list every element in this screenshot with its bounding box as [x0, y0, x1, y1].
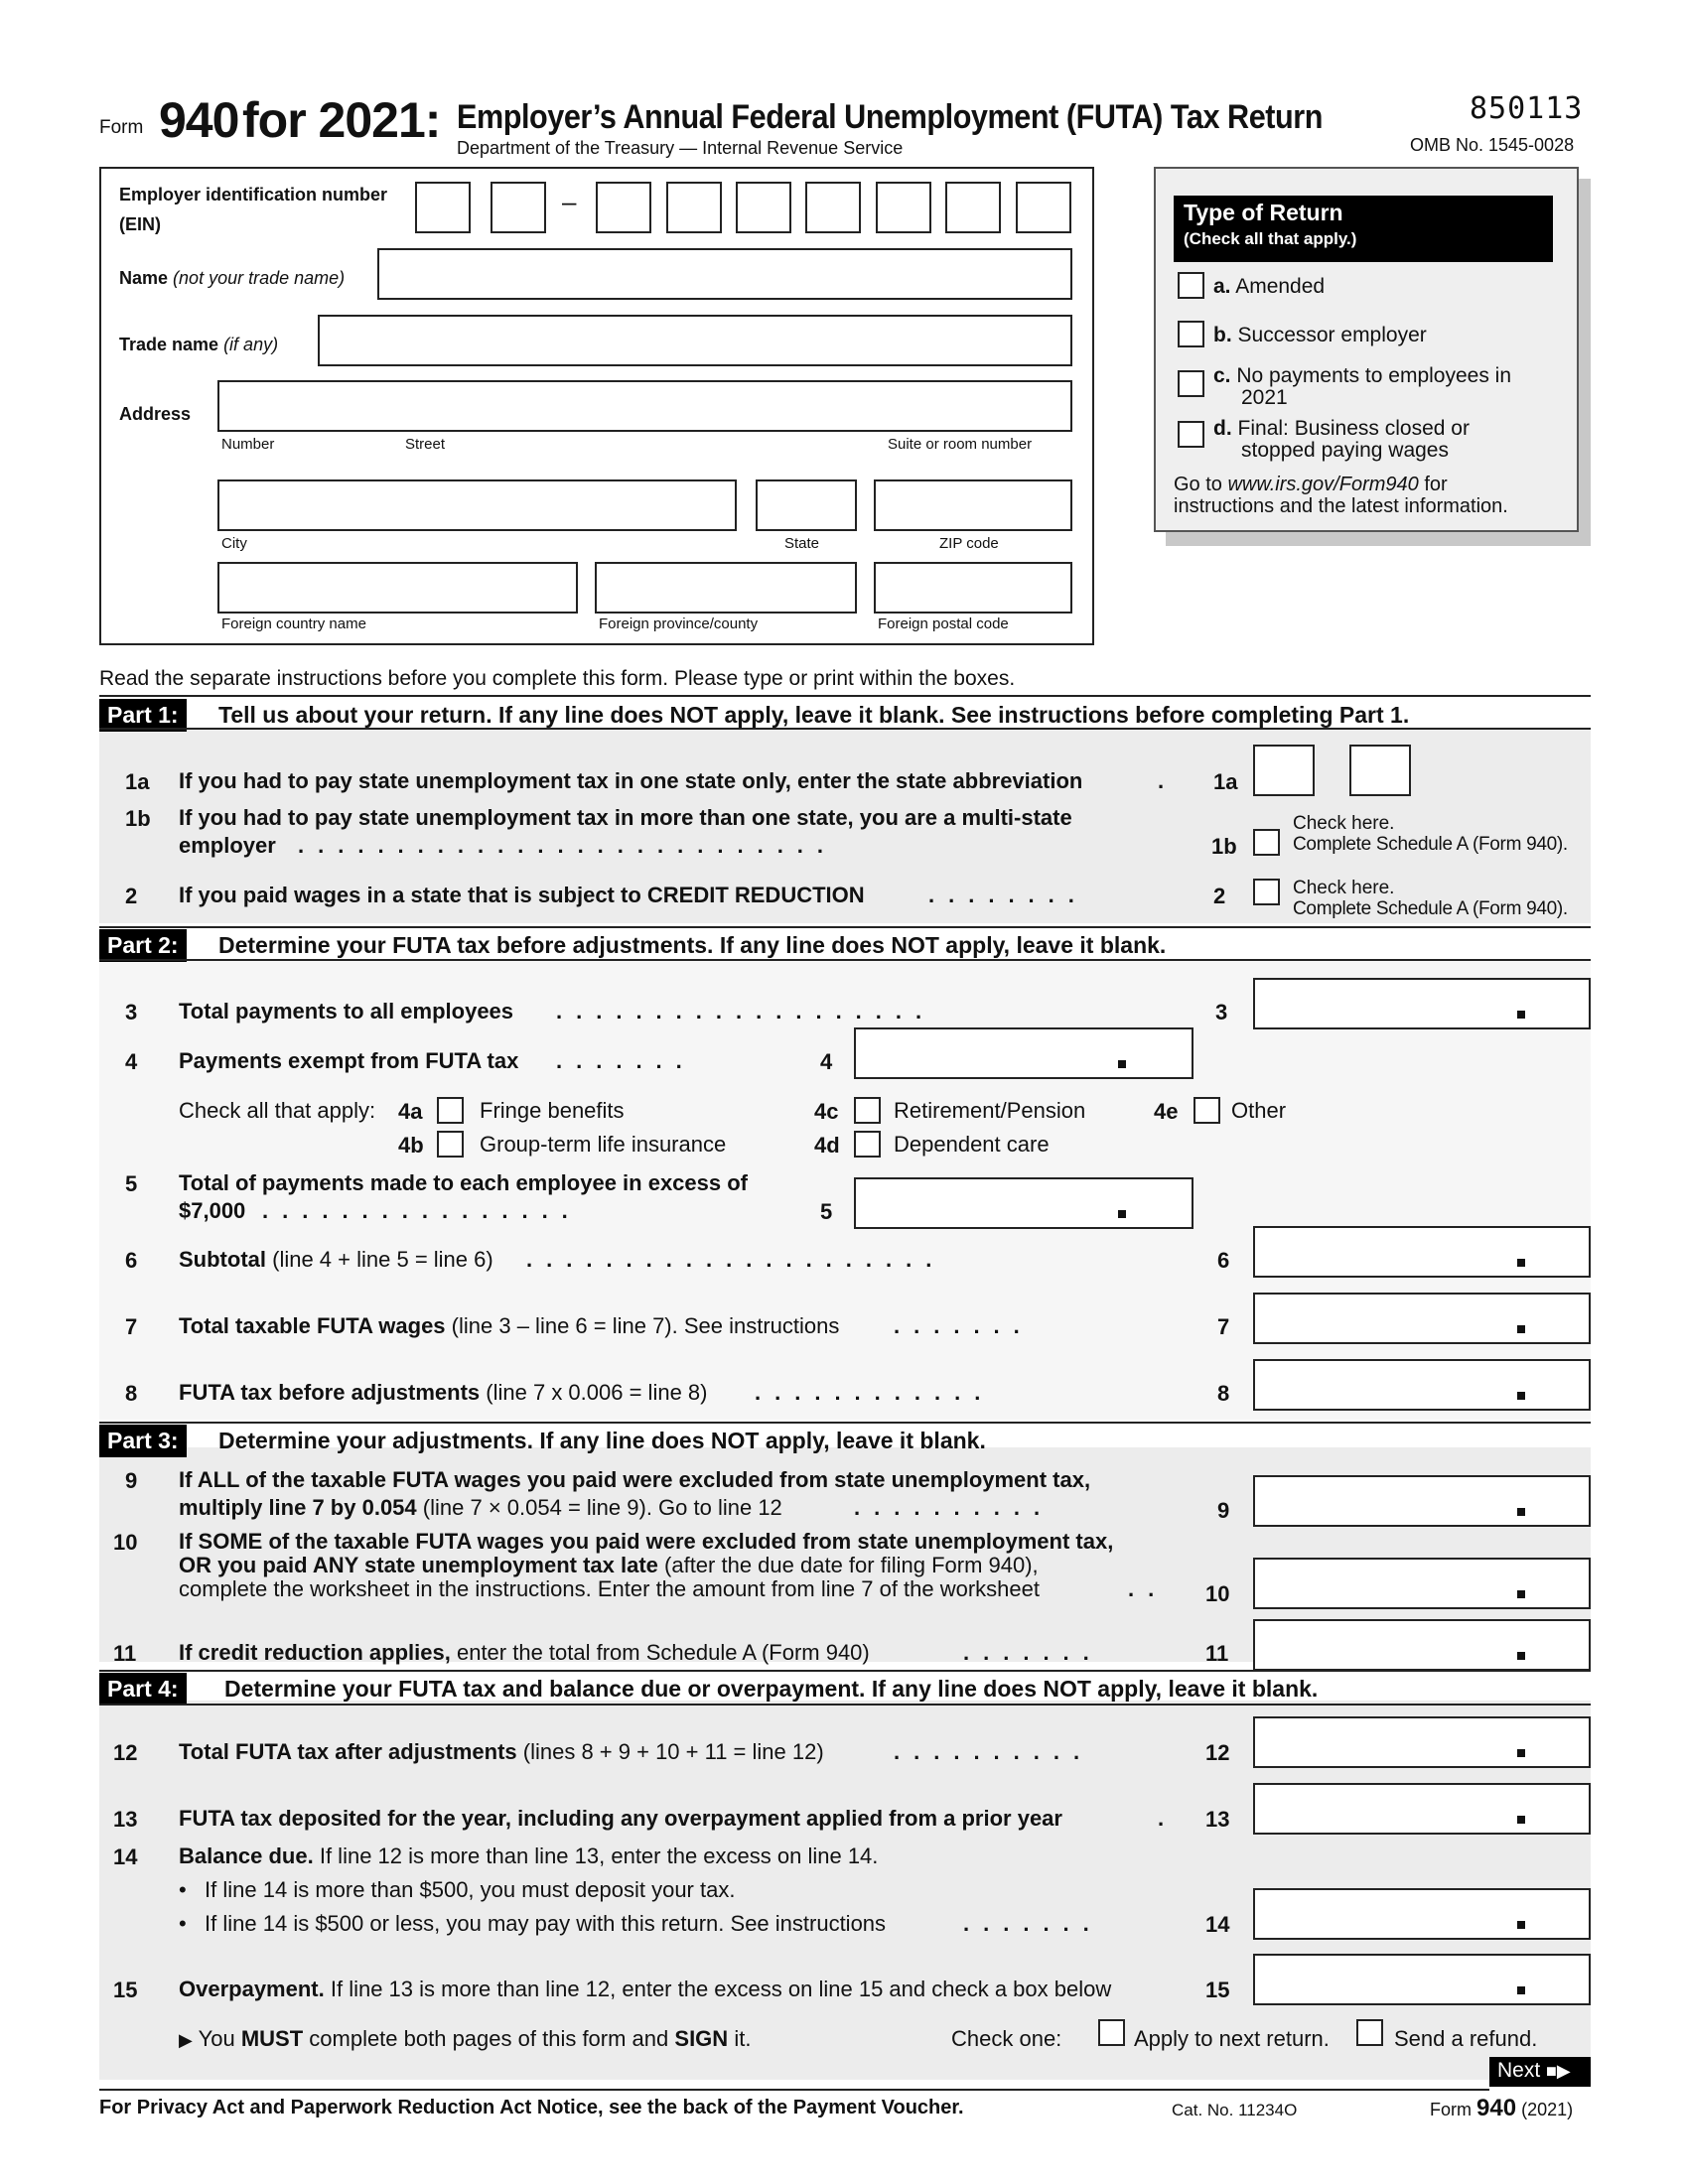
form-title: Employer’s Annual Federal Unemployment (FUTA) Tax Return [457, 98, 1323, 136]
line-5-text-1: Total of payments made to each employee in excess of [179, 1170, 748, 1195]
decimal-point [1517, 1921, 1525, 1929]
line-1b-ref: 1b [1211, 834, 1237, 859]
line-6-bold: Subtotal [179, 1247, 266, 1272]
apply-next-return-label: Apply to next return. [1134, 2026, 1330, 2051]
checkbox-no-payments[interactable] [1178, 370, 1204, 397]
option-no-payments-text-1: No payments to employees in [1236, 364, 1511, 387]
line-10-note: (after the due date for filing Form 940), [664, 1553, 1039, 1577]
line-1b-text-2: employer [179, 833, 276, 858]
foreign-postal-field[interactable] [874, 562, 1072, 614]
option-successor-letter: b. [1213, 324, 1232, 346]
line-14-number: 14 [113, 1844, 138, 1869]
foreign-country-field[interactable] [217, 562, 578, 614]
line-9-note: (line 7 × 0.054 = line 9). Go to line 12 [422, 1495, 782, 1520]
line-14-bullet-2: • If line 14 is $500 or less, you may pay with this return. See instructions [179, 1911, 887, 1936]
option-final-letter: d. [1213, 417, 1232, 440]
line-8-number: 8 [125, 1381, 138, 1406]
checkbox-credit-reduction[interactable] [1253, 879, 1280, 905]
line-8-leader: ............ [755, 1380, 995, 1405]
checkbox-final[interactable] [1178, 421, 1204, 448]
line-6-text [179, 1246, 493, 1274]
check-all-label: Check all that apply: [179, 1098, 376, 1123]
line-9-ref: 9 [1217, 1498, 1230, 1523]
sign-post: it. [734, 2026, 752, 2051]
part2-title: Determine your FUTA tax before adjustments. If any line does NOT apply, leave it blank. [218, 932, 1167, 958]
line-1a-ref: 1a [1213, 769, 1238, 794]
line-12-bold: Total FUTA tax after adjustments [179, 1739, 517, 1764]
foreign-province-label: Foreign province/county [599, 615, 759, 632]
line-14-bullet-1: • If line 14 is more than $500, you must deposit your tax. [179, 1877, 736, 1902]
line-13-number: 13 [113, 1807, 138, 1832]
ein-digit-2[interactable] [491, 182, 546, 233]
city-field[interactable] [217, 479, 737, 531]
line-1a-text: If you had to pay state unemployment tax in one state only, enter the state abbreviation [179, 768, 1083, 793]
option-amended [1213, 275, 1325, 299]
type-of-return-title: Type of Return [1184, 200, 1343, 225]
must-pre: You [198, 2026, 235, 2051]
line-12-amount[interactable] [1253, 1716, 1591, 1768]
part4-rule-bottom [99, 1704, 1591, 1706]
ein-dash: – [562, 187, 577, 216]
cat-number: Cat. No. 11234O [1172, 2101, 1298, 2119]
checkbox-group-term-life[interactable] [437, 1131, 464, 1158]
goto-line-2: instructions and the latest information. [1174, 495, 1508, 517]
decimal-point [1118, 1210, 1126, 1218]
line-9-leader: .......... [854, 1495, 1054, 1520]
line-5-text-2: $7,000 [179, 1198, 246, 1223]
line-11-text [179, 1639, 870, 1667]
line-5-number: 5 [125, 1171, 138, 1196]
line-6-leader: ..................... [526, 1247, 946, 1272]
decimal-point [1517, 1986, 1525, 1994]
part4-title: Determine your FUTA tax and balance due or overpayment. If any line does NOT apply, leave it blank. [224, 1676, 1319, 1702]
decimal-point [1517, 1259, 1525, 1267]
line-11-leader: ....... [963, 1640, 1103, 1665]
line-1b-number: 1b [125, 806, 151, 831]
decimal-point [1517, 1508, 1525, 1516]
part1-title: Tell us about your return. If any line does NOT apply, leave it blank. See instructions before completing Part 1. [218, 702, 1410, 728]
option-no-payments [1213, 365, 1511, 409]
department: Department of the Treasury — Internal Revenue Service [457, 138, 904, 158]
checkbox-fringe-benefits[interactable] [437, 1097, 464, 1124]
line-15-text [179, 1976, 1111, 2003]
name-field[interactable] [377, 248, 1072, 300]
part1-rule-top [99, 695, 1591, 697]
line-9-text-2 [179, 1494, 782, 1522]
line-4c-ref: 4c [814, 1099, 839, 1124]
trade-name-label [119, 335, 278, 355]
line-9-text-1: If ALL of the taxable FUTA wages you paid were excluded from state unemployment tax, [179, 1467, 1091, 1492]
ein-digit-4[interactable] [666, 182, 722, 233]
ein-digit-5[interactable] [736, 182, 791, 233]
line-13-ref: 13 [1205, 1807, 1230, 1832]
must-bold: MUST [240, 2026, 304, 2051]
retirement-pension-label: Retirement/Pension [894, 1098, 1086, 1123]
part1-label: Part 1: [99, 699, 187, 732]
line-10-number: 10 [113, 1530, 138, 1555]
option-successor [1213, 324, 1427, 347]
arrow-right-icon: ▶ [179, 2030, 193, 2050]
form-label: Form [99, 117, 144, 138]
line-3-amount[interactable] [1253, 978, 1591, 1029]
line-7-amount[interactable] [1253, 1293, 1591, 1344]
check-one-label: Check one: [951, 2026, 1062, 2051]
option-successor-text: Successor employer [1237, 324, 1427, 346]
decimal-point [1517, 1652, 1525, 1660]
zip-label: ZIP code [939, 535, 999, 552]
option-no-payments-text-2: 2021 [1241, 386, 1288, 409]
line-1b-leader: ........................... [298, 833, 838, 858]
zip-field[interactable] [874, 479, 1072, 531]
line-7-ref: 7 [1217, 1314, 1230, 1339]
street-label: Street [405, 436, 446, 453]
line-12-number: 12 [113, 1740, 138, 1765]
state-label: State [784, 535, 820, 552]
line-6-number: 6 [125, 1248, 138, 1273]
line-14-note: If line 12 is more than line 13, enter the excess on line 14. [319, 1843, 879, 1868]
address-label: Address [119, 404, 192, 424]
footer-form-year: (2021) [1521, 2100, 1574, 2119]
part2-rule-top [99, 926, 1591, 928]
suite-label: Suite or room number [888, 436, 1033, 453]
credit-reduction-check-line-2: Complete Schedule A (Form 940). [1293, 898, 1568, 919]
ein-digit-7[interactable] [876, 182, 931, 233]
line-7-bold: Total taxable FUTA wages [179, 1313, 446, 1338]
line-10-ref: 10 [1205, 1581, 1230, 1606]
line-15-bold: Overpayment. [179, 1977, 325, 2001]
ein-digit-1[interactable] [415, 182, 471, 233]
next-arrow-icon: ■▶ [1546, 2061, 1571, 2081]
barcode-number: 850113 [1470, 91, 1584, 126]
footer-form-pre: Form [1430, 2100, 1472, 2119]
fringe-benefits-label: Fringe benefits [480, 1098, 625, 1123]
checkbox-multistate[interactable] [1253, 829, 1280, 856]
line-8-bold: FUTA tax before adjustments [179, 1380, 481, 1405]
line-7-text [179, 1312, 839, 1340]
other-label: Other [1231, 1098, 1287, 1123]
line-7-leader: ....... [894, 1313, 1034, 1338]
line-2-text: If you paid wages in a state that is subject to CREDIT REDUCTION [179, 883, 865, 907]
trade-name-label-text: Trade name [119, 335, 219, 354]
checkbox-apply-next-return[interactable] [1098, 2019, 1125, 2046]
line-7-note: (line 3 – line 6 = line 7). See instructions [451, 1313, 840, 1338]
line-8-text [179, 1379, 707, 1407]
decimal-point [1517, 1011, 1525, 1019]
must-mid: complete both pages of this form and [309, 2026, 669, 2051]
part4-label: Part 4: [99, 1673, 187, 1706]
must-sign-note [179, 2025, 751, 2054]
line-11-ref: 11 [1205, 1641, 1229, 1666]
line-14-text [179, 1843, 878, 1870]
decimal-point [1517, 1325, 1525, 1333]
credit-reduction-check-text [1293, 878, 1568, 919]
line-8-ref: 8 [1217, 1381, 1230, 1406]
line-8-note: (line 7 x 0.006 = line 8) [486, 1380, 708, 1405]
footer-rule [99, 2089, 1489, 2091]
line-15-number: 15 [113, 1978, 138, 2002]
decimal-point [1517, 1816, 1525, 1824]
option-final-text-1: Final: Business closed or [1237, 417, 1470, 440]
goto-pre: Go to [1174, 474, 1222, 495]
line-10-text-1: If SOME of the taxable FUTA wages you paid were excluded from state unemployment tax, [179, 1529, 1114, 1554]
line-5-amount[interactable] [854, 1177, 1194, 1229]
type-of-return-header [1174, 196, 1553, 262]
decimal-point [1118, 1060, 1126, 1068]
line-4-text: Payments exempt from FUTA tax [179, 1048, 519, 1073]
multistate-check-line-1: Check here. [1293, 813, 1395, 834]
line-5-leader: ................ [262, 1198, 582, 1223]
state-abbrev-char-2[interactable] [1349, 745, 1411, 796]
line-4-ref: 4 [820, 1049, 833, 1074]
line-4b-ref: 4b [398, 1133, 424, 1158]
line-13-amount[interactable] [1253, 1783, 1591, 1835]
line-4e-ref: 4e [1154, 1099, 1179, 1124]
line-4-number: 4 [125, 1049, 138, 1074]
form-year: for 2021: [242, 92, 441, 148]
ein-abbrev: (EIN) [119, 214, 161, 234]
part3-rule-top [99, 1422, 1591, 1424]
sign-bold: SIGN [674, 2026, 729, 2051]
foreign-province-field[interactable] [595, 562, 857, 614]
line-8-amount[interactable] [1253, 1359, 1591, 1411]
line-3-text: Total payments to all employees [179, 999, 514, 1024]
multistate-check-text [1293, 813, 1568, 855]
checkbox-dependent-care[interactable] [854, 1131, 881, 1158]
line-1b-text-1: If you had to pay state unemployment tax in more than one state, you are a multi-state [179, 805, 1072, 830]
line-4d-ref: 4d [814, 1133, 840, 1158]
line-11-bold: If credit reduction applies, [179, 1640, 451, 1665]
line-13-leader: . [1158, 1806, 1165, 1831]
goto-post: for [1424, 474, 1448, 495]
line-13-text: FUTA tax deposited for the year, including any overpayment applied from a prior year [179, 1806, 1062, 1831]
form-number: 940 [159, 92, 239, 148]
decimal-point [1517, 1590, 1525, 1598]
line-6-ref: 6 [1217, 1248, 1230, 1273]
line-9-bold: multiply line 7 by 0.054 [179, 1495, 417, 1520]
line-10-bold: OR you paid ANY state unemployment tax late [179, 1553, 658, 1577]
part2-rule-bottom [99, 959, 1591, 961]
group-term-life-label: Group-term life insurance [480, 1132, 727, 1157]
next-label: Next [1497, 2059, 1541, 2082]
part3-label: Part 3: [99, 1425, 187, 1457]
line-1a-leader: . [1158, 768, 1165, 793]
line-14-bullet-2-text: If line 14 is $500 or less, you may pay with this return. See instructions [205, 1911, 887, 1936]
trade-name-field[interactable] [318, 315, 1072, 366]
line-11-note: enter the total from Schedule A (Form 940) [456, 1640, 870, 1665]
line-14-ref: 14 [1205, 1912, 1230, 1937]
instructions-note: Read the separate instructions before you complete this form. Please type or print within the boxes. [99, 667, 1016, 690]
line-3-number: 3 [125, 1000, 138, 1024]
line-12-leader: .......... [894, 1739, 1094, 1764]
ein-label: Employer identification number [119, 185, 388, 205]
ein-digit-6[interactable] [805, 182, 861, 233]
line-12-text [179, 1738, 824, 1766]
trade-name-label-note: (if any) [223, 335, 279, 354]
line-10-text-3: complete the worksheet in the instructions. Enter the amount from line 7 of the worksheet [179, 1576, 1041, 1601]
type-of-return-subtitle: (Check all that apply.) [1184, 229, 1357, 248]
line-6-amount[interactable] [1253, 1226, 1591, 1278]
foreign-country-label: Foreign country name [221, 615, 366, 632]
part3-title: Determine your adjustments. If any line does NOT apply, leave it blank. [218, 1428, 986, 1453]
option-final [1213, 418, 1470, 462]
line-3-ref: 3 [1215, 1000, 1228, 1024]
line-14-amount[interactable] [1253, 1888, 1591, 1940]
line-11-number: 11 [113, 1641, 137, 1666]
credit-reduction-check-line-1: Check here. [1293, 878, 1395, 898]
name-label-text: Name [119, 268, 169, 288]
line-12-ref: 12 [1205, 1740, 1230, 1765]
next-page-button[interactable] [1489, 2057, 1591, 2087]
checkbox-retirement-pension[interactable] [854, 1097, 881, 1124]
checkbox-other[interactable] [1194, 1097, 1220, 1124]
omb-number: OMB No. 1545-0028 [1410, 135, 1575, 155]
ein-digit-8[interactable] [945, 182, 1001, 233]
city-label: City [221, 535, 247, 552]
line-12-note: (lines 8 + 9 + 10 + 11 = line 12) [522, 1739, 824, 1764]
line-1a-number: 1a [125, 769, 150, 794]
line-3-leader: ................... [556, 999, 936, 1024]
part2-label: Part 2: [99, 929, 187, 962]
street-address-field[interactable] [217, 380, 1072, 432]
part1-rule-bottom [99, 728, 1591, 730]
multistate-check-line-2: Complete Schedule A (Form 940). [1293, 834, 1568, 855]
line-15-ref: 15 [1205, 1978, 1230, 2002]
option-final-text-2: stopped paying wages [1241, 439, 1449, 462]
line-4-amount[interactable] [854, 1027, 1194, 1079]
option-amended-text: Amended [1235, 275, 1326, 298]
decimal-point [1517, 1392, 1525, 1400]
ein-digit-3[interactable] [596, 182, 651, 233]
line-11-amount[interactable] [1253, 1619, 1591, 1671]
line-14-leader: ....... [963, 1911, 1103, 1936]
line-6-note: (line 4 + line 5 = line 6) [272, 1247, 493, 1272]
line-4-leader: ....... [556, 1048, 696, 1073]
line-5-ref: 5 [820, 1199, 833, 1224]
number-label: Number [221, 436, 275, 453]
line-4a-ref: 4a [398, 1099, 423, 1124]
line-9-amount[interactable] [1253, 1475, 1591, 1527]
line-14-bold: Balance due. [179, 1843, 314, 1868]
name-label-note: (not your trade name) [173, 268, 346, 288]
line-2-number: 2 [125, 884, 138, 908]
irs-link[interactable]: www.irs.gov/Form940 [1227, 474, 1419, 495]
line-14-bullet-1-text: If line 14 is more than $500, you must deposit your tax. [205, 1877, 736, 1902]
line-9-number: 9 [125, 1468, 138, 1493]
option-no-payments-letter: c. [1213, 364, 1231, 387]
privacy-notice: For Privacy Act and Paperwork Reduction Act Notice, see the back of the Payment Voucher. [99, 2097, 964, 2118]
footer-form-id [1430, 2095, 1573, 2122]
checkbox-send-refund[interactable] [1356, 2019, 1383, 2046]
line-10-amount[interactable] [1253, 1558, 1591, 1609]
dependent-care-label: Dependent care [894, 1132, 1050, 1157]
line-15-note: If line 13 is more than line 12, enter the excess on line 15 and check a box below [330, 1977, 1112, 2001]
foreign-postal-label: Foreign postal code [878, 615, 1009, 632]
decimal-point [1517, 1749, 1525, 1757]
option-amended-letter: a. [1213, 275, 1231, 298]
name-label [119, 268, 345, 289]
line-7-number: 7 [125, 1314, 138, 1339]
footer-form-num: 940 [1476, 2095, 1517, 2121]
checkbox-amended[interactable] [1178, 272, 1204, 299]
checkbox-successor[interactable] [1178, 321, 1204, 347]
send-refund-label: Send a refund. [1394, 2026, 1538, 2051]
part4-rule-top [99, 1670, 1591, 1672]
line-2-ref: 2 [1213, 884, 1226, 908]
ein-digit-9[interactable] [1016, 182, 1071, 233]
state-abbrev-char-1[interactable] [1253, 745, 1315, 796]
state-field[interactable] [756, 479, 857, 531]
line-2-leader: ........ [928, 883, 1088, 907]
line-15-amount[interactable] [1253, 1954, 1591, 2005]
line-10-leader: .. [1128, 1576, 1169, 1601]
goto-instructions [1174, 474, 1508, 517]
